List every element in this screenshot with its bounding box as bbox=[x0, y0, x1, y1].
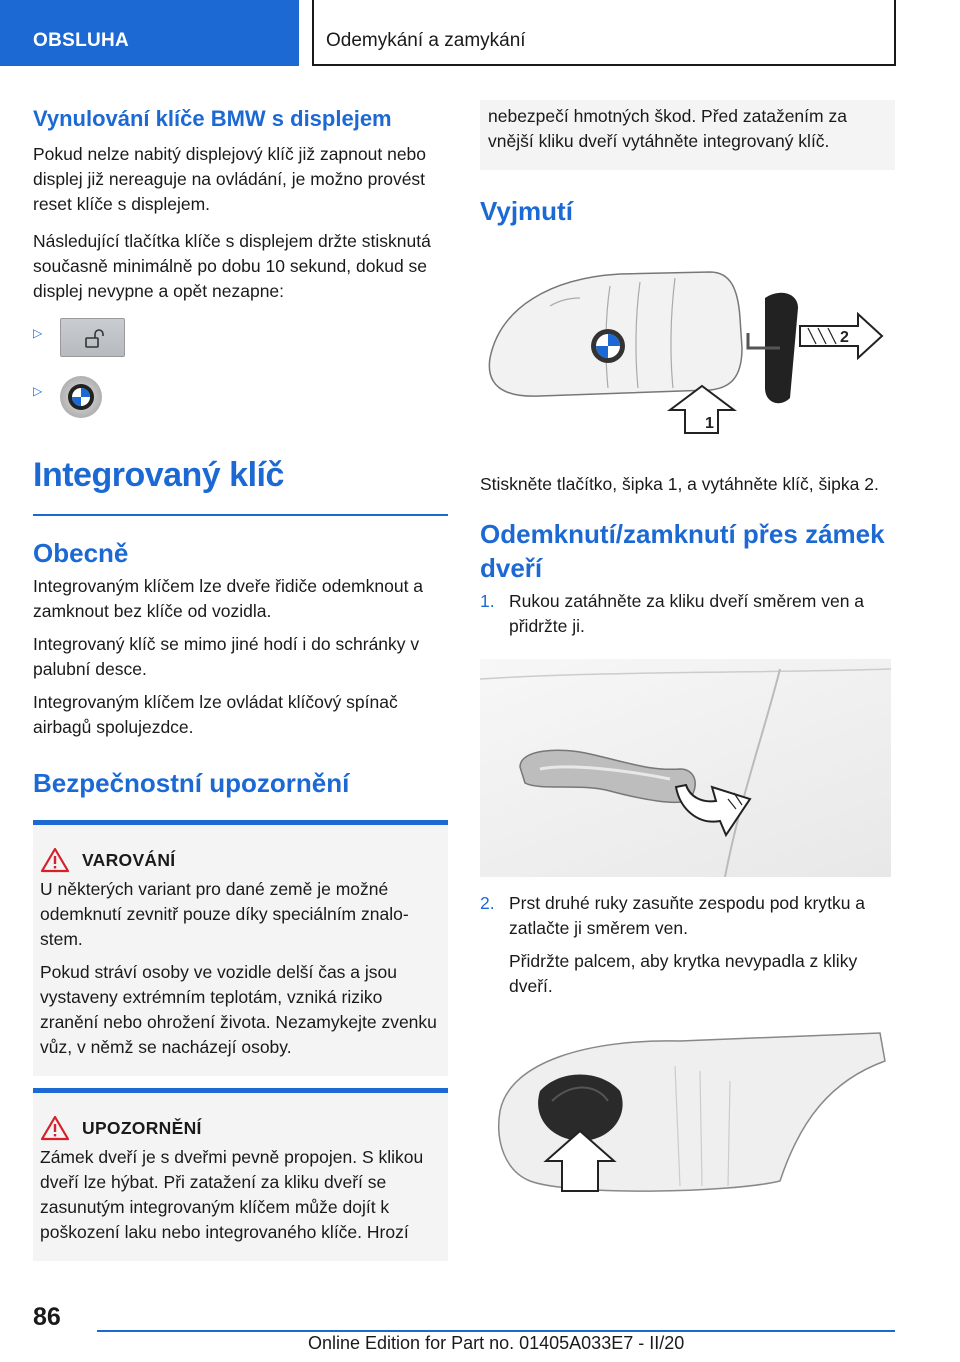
door-lock-heading: Odemknutí/zamknutí přes zámek dveří bbox=[480, 519, 885, 583]
door-lock-steps bbox=[480, 589, 895, 639]
door-cover-figure bbox=[480, 1021, 891, 1196]
chapter-title: Odemykání a zamykání bbox=[326, 30, 526, 51]
footer-edition: Online Edition for Part no. 01405A033E7 - II/20 bbox=[308, 1333, 685, 1353]
warning-title bbox=[40, 847, 440, 873]
chapter-header bbox=[312, 0, 896, 66]
key-removal-illustration bbox=[480, 248, 895, 448]
general-paragraph-1: Integrovaným klíčem lze dveře řidiče odemknout a zamknout bez klíče od vozidla. bbox=[33, 576, 424, 621]
general-heading: Obecně bbox=[33, 538, 129, 568]
bmw-logo-button-image bbox=[60, 376, 102, 418]
step-item-2 bbox=[480, 891, 895, 999]
warning-label: VAROVÁNÍ bbox=[82, 849, 176, 870]
door-lock-steps-continued bbox=[480, 891, 895, 999]
notice-continuation-box bbox=[480, 100, 895, 170]
step-text: Prst druhé ruky zasuňte zespodu pod krytku a zatlačte ji směrem ven. bbox=[509, 893, 866, 938]
arrow-label-2: 2 bbox=[840, 329, 849, 346]
step-extra-text: Přidržte palcem, aby krytka nevypadla z kliky dveří. bbox=[509, 951, 858, 996]
door-handle-illustration bbox=[480, 659, 891, 877]
reset-heading: Vynulování klíče BMW s displejem bbox=[33, 106, 392, 131]
section-label: OBSLUHA bbox=[33, 30, 130, 51]
removal-heading: Vyjmutí bbox=[480, 196, 573, 226]
reset-paragraph-2: Následující tlačítka klíče s displejem držte stisknutá současně minimálně po dobu 10 sekund, dokud se displej nevypne a opět nezapne: bbox=[33, 231, 431, 301]
section-tab bbox=[0, 0, 299, 66]
left-column bbox=[33, 100, 448, 1261]
door-handle-figure bbox=[480, 659, 891, 877]
general-paragraph-3: Integrovaným klíčem lze ovládat klíčový spínač airbagů spolujezdce. bbox=[33, 692, 398, 737]
bullet-triangle-icon: ▷ bbox=[33, 384, 43, 398]
warning-triangle-icon bbox=[40, 1115, 70, 1141]
removal-paragraph: Stiskněte tlačítko, šipka 1, a vytáhněte klíč, šipka 2. bbox=[480, 474, 879, 494]
warning-paragraph-2: Pokud stráví osoby ve vozidle delší čas a jsou vystaveny extrémním teplotám, vzniká riziko zranění nebo ohrožení života. Nezamykejte zvenku vůz, v němž se nacházejí osoby. bbox=[40, 962, 437, 1057]
bullet-triangle-icon: ▷ bbox=[33, 326, 43, 340]
step-text: Rukou zatáhněte za kliku dveří směrem ven a přidržte ji. bbox=[509, 591, 865, 636]
step-number: 1. bbox=[480, 591, 495, 611]
padlock-open-icon bbox=[61, 319, 126, 358]
notice-box bbox=[33, 1088, 448, 1261]
step-item-1 bbox=[480, 589, 895, 639]
unlock-button-image bbox=[60, 318, 125, 357]
warning-paragraph-1: U některých variant pro dané země je možné odemknutí zevnitř pouze díky speciálním znalostem. bbox=[40, 879, 409, 949]
notice-paragraph: Zámek dveří je s dveřmi pevně propojen. S klikou dveří lze hýbat. Při zatažení za kliku dveří se zasunutým integrovaným klíčem může dojít k poškození laku nebo integrovaného klíče. Hrozí bbox=[40, 1147, 424, 1242]
notice-continuation: nebezpečí hmotných škod. Před zatažením za vnější kliku dveří vytáhněte integrovaný klíč. bbox=[488, 106, 847, 151]
heading-rule bbox=[33, 514, 448, 516]
general-paragraph-2: Integrovaný klíč se mimo jiné hodí i do schránky v palubní desce. bbox=[33, 634, 420, 679]
door-cover-illustration bbox=[480, 1021, 891, 1196]
unlock-key-button-row bbox=[33, 318, 448, 374]
page-number: 86 bbox=[33, 1303, 61, 1331]
bmw-key-button-row bbox=[33, 376, 448, 432]
notice-title bbox=[40, 1115, 440, 1141]
warning-box bbox=[33, 820, 448, 1076]
key-removal-figure bbox=[480, 248, 895, 448]
step-number: 2. bbox=[480, 893, 495, 913]
arrow-label-1: 1 bbox=[705, 415, 714, 432]
safety-heading: Bezpečnostní upozornění bbox=[33, 768, 350, 798]
integrated-key-heading: Integrovaný klíč bbox=[33, 456, 284, 494]
reset-paragraph-1: Pokud nelze nabitý displejový klíč již zapnout nebo displej již nereaguje na ovládání, je možno provést reset klíče s displejem. bbox=[33, 144, 427, 214]
bmw-logo-icon bbox=[60, 376, 102, 418]
right-column bbox=[480, 100, 895, 1196]
notice-label: UPOZORNĚNÍ bbox=[82, 1117, 202, 1138]
warning-triangle-icon bbox=[40, 847, 70, 873]
footer-rule bbox=[97, 1330, 895, 1332]
